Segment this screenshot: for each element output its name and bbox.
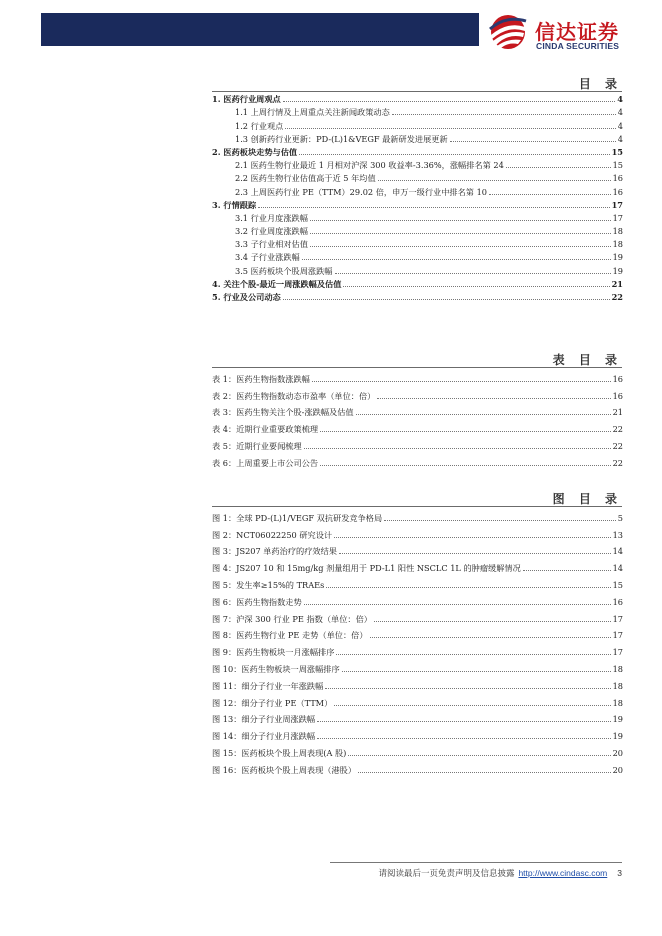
dot-leader: [378, 180, 611, 181]
toc-entry[interactable]: [212, 157, 623, 170]
table-list-entry-page: 22: [612, 457, 623, 468]
dot-leader: [358, 772, 611, 773]
figure-list-entry-label: 图 3：JS207 单药治疗的疗效结果: [212, 546, 337, 557]
toc-entry-label: 3.3 子行业相对估值: [235, 239, 308, 250]
table-list-entry-label: 表 6：上周重要上市公司公告: [212, 457, 319, 468]
dot-leader: [326, 587, 610, 588]
figure-list-entry-label: 图 6：医药生物指数走势: [212, 596, 302, 607]
table-list-entry[interactable]: [212, 401, 623, 418]
dot-leader: [506, 167, 611, 168]
dot-leader: [356, 414, 611, 415]
figure-list-entry-page: 14: [612, 546, 623, 557]
dot-leader: [336, 654, 610, 655]
figure-list-entry-label: 图 1：全球 PD-(L)1/VEGF 双抗研发竞争格局: [212, 512, 383, 523]
dot-leader: [450, 141, 616, 142]
toc-entry[interactable]: [212, 91, 623, 104]
table-list-entry[interactable]: [212, 434, 623, 451]
toc-entry-page: 16: [612, 186, 623, 197]
toc-entry-label: 1.3 创新药行业更新：PD-(L)1&VEGF 最新研发进展更新: [235, 133, 448, 144]
footer-rule: [330, 862, 622, 863]
figure-list-entry-label: 图 8：医药生物行业 PE 走势（单位：倍）: [212, 630, 368, 641]
figure-list-entry[interactable]: [212, 741, 623, 758]
dot-leader: [377, 398, 610, 399]
toc-entry-label: 5. 行业及公司动态: [212, 292, 281, 302]
figure-list-entry-label: 图 10：医药生物板块一周涨幅排序: [212, 663, 340, 674]
figure-list-entry-page: 19: [612, 714, 623, 725]
figure-list-entry-page: 16: [612, 596, 623, 607]
figure-list-entry-page: 17: [612, 630, 623, 641]
table-list-entry[interactable]: [212, 367, 623, 384]
dot-leader: [384, 520, 616, 521]
table-list-entry[interactable]: [212, 451, 623, 468]
table-list-entry-page: 16: [612, 373, 623, 384]
figure-list-entry[interactable]: [212, 607, 623, 624]
figure-list-entry[interactable]: [212, 556, 623, 573]
table-list-entry-label: 表 4：近期行业重要政策梳理: [212, 424, 319, 435]
figure-list-entry-label: 图 12：细分子行业 PE（TTM）: [212, 697, 333, 708]
toc-entry[interactable]: [212, 210, 623, 223]
figure-list-entry[interactable]: [212, 640, 623, 657]
table-list-entry[interactable]: [212, 417, 623, 434]
logo-text-en: CINDA SECURITIES: [536, 41, 620, 51]
dot-leader: [302, 259, 611, 260]
figure-list-entry[interactable]: [212, 506, 623, 523]
figure-list-entry[interactable]: [212, 573, 623, 590]
toc-entry-page: 19: [612, 252, 623, 263]
dot-leader: [320, 431, 611, 432]
toc-entry-label: 3.4 子行业涨跌幅: [235, 252, 300, 263]
dot-leader: [258, 207, 609, 208]
toc-entry-page: 19: [612, 265, 623, 276]
figure-list-entry-label: 图 4：JS207 10 和 15mg/kg 剂量组用于 PD-L1 阳性 NSCLC 1L 的肿瘤缓解情况: [212, 563, 521, 574]
figure-list-entry-label: 图 2：NCT06022250 研究设计: [212, 529, 333, 540]
table-list-entry-page: 22: [612, 424, 623, 435]
dot-leader: [523, 570, 611, 571]
toc-entry-label: 2.3 上周医药行业 PE（TTM）29.02 倍，申万一级行业中排名第 10: [235, 186, 487, 197]
toc-entry[interactable]: [212, 276, 623, 289]
toc-entry-label: 1.2 行业观点: [235, 120, 284, 131]
figure-list-entry[interactable]: [212, 724, 623, 741]
toc-entry-page: 17: [611, 199, 623, 210]
dot-leader: [312, 381, 611, 382]
dot-leader: [374, 621, 611, 622]
toc-entry-label: 4. 关注个股-最近一周涨跌幅及估值: [212, 278, 342, 289]
toc-entry[interactable]: [212, 131, 623, 144]
toc-entry[interactable]: [212, 144, 623, 157]
tables-title: 表 目 录: [552, 353, 622, 367]
toc-entry-label: 3.2 行业周度涨跌幅: [235, 226, 308, 237]
figure-list-entry[interactable]: [212, 624, 623, 641]
toc-entry[interactable]: [212, 223, 623, 236]
figure-list-entry-page: 13: [612, 529, 623, 540]
figure-list-entry-label: 图 15：医药板块个股上周表现(A 股): [212, 747, 347, 758]
toc-entry[interactable]: [212, 117, 623, 130]
table-list-entry-label: 表 3：医药生物关注个股-涨跌幅及估值: [212, 407, 354, 418]
figure-list-entry-label: 图 9：医药生物板块一月涨幅排序: [212, 647, 335, 658]
dot-leader: [325, 688, 610, 689]
figure-list-entry-page: 15: [612, 579, 623, 590]
dot-leader: [304, 448, 611, 449]
toc-entry-page: 4: [617, 133, 623, 144]
dot-leader: [310, 220, 611, 221]
figure-list-entry-label: 图 5：发生率≥15%的 TRAEs: [212, 579, 325, 590]
dot-leader: [489, 194, 611, 195]
table-list-entry-label: 表 5：近期行业要闻梳理: [212, 440, 302, 451]
figure-list-entry[interactable]: [212, 657, 623, 674]
toc-entry-page: 18: [612, 239, 623, 250]
header-band: [41, 13, 479, 46]
dot-leader: [348, 755, 610, 756]
toc-entry[interactable]: [212, 236, 623, 249]
figure-list-entry-page: 5: [617, 512, 623, 523]
figures-title: 图 目 录: [552, 492, 622, 506]
figure-list-entry[interactable]: [212, 691, 623, 708]
dot-leader: [299, 154, 610, 155]
toc-entry-page: 4: [617, 107, 623, 118]
dot-leader: [334, 705, 610, 706]
dot-leader: [339, 553, 611, 554]
figure-list-entry-page: 17: [612, 613, 623, 624]
page-number: 3: [617, 868, 622, 878]
toc-entry-page: 16: [612, 173, 623, 184]
table-list-entry-page: 16: [612, 390, 623, 401]
toc-entry[interactable]: [212, 104, 623, 117]
figure-list-entry[interactable]: [212, 758, 623, 775]
figure-list-entry-page: 18: [612, 697, 623, 708]
figure-list-entry-label: 图 11：细分子行业一年涨跌幅: [212, 680, 324, 691]
figure-list-entry-page: 14: [612, 563, 623, 574]
table-list-entry-label: 表 2：医药生物指数动态市盈率（单位：倍）: [212, 390, 376, 401]
figure-list-entry-page: 20: [612, 747, 623, 758]
dot-leader: [283, 101, 616, 102]
figure-list-entry-label: 图 13：细分子行业周涨跌幅: [212, 714, 316, 725]
toc-entry[interactable]: [212, 249, 623, 262]
toc-entry-page: 17: [612, 212, 623, 223]
toc-entry-label: 1.1 上周行情及上周重点关注新闻政策动态: [235, 107, 390, 118]
toc-entry-page: 15: [611, 146, 623, 157]
figure-list-entry-label: 图 16：医药板块个股上周表现（港股）: [212, 764, 357, 775]
toc-entry[interactable]: [212, 170, 623, 183]
toc-entry-label: 1. 医药行业周观点: [212, 94, 281, 105]
toc-entry-page: 4: [617, 94, 623, 105]
dot-leader: [285, 128, 615, 129]
toc-entry-label: 3. 行情跟踪: [212, 199, 257, 210]
toc-entry-page: 21: [611, 278, 623, 289]
dot-leader: [317, 738, 610, 739]
toc-entry[interactable]: [212, 262, 623, 275]
dot-leader: [304, 604, 611, 605]
figure-list-entry-page: 18: [612, 663, 623, 674]
figure-list-entry[interactable]: [212, 590, 623, 607]
toc-list: [212, 91, 623, 302]
company-logo: [488, 13, 648, 51]
toc-entry-label: 2.2 医药生物行业估值高于近 5 年均值: [235, 173, 376, 184]
dot-leader: [392, 114, 616, 115]
footer-disclaimer: 请阅读最后一页免责声明及信息披露: [378, 869, 515, 879]
cinda-emblem-icon: [488, 13, 528, 51]
toc-entry-label: 3.1 行业月度涨跌幅: [235, 212, 308, 223]
table-list-entry-page: 21: [612, 407, 623, 418]
toc-entry[interactable]: [212, 197, 623, 210]
toc-entry[interactable]: [212, 183, 623, 196]
dot-leader: [334, 537, 610, 538]
footer-url-link[interactable]: http://www.cindasc.com: [518, 868, 608, 878]
toc-entry[interactable]: [212, 289, 623, 302]
toc-entry-page: 22: [611, 292, 623, 302]
dot-leader: [283, 299, 610, 300]
figure-list-entry[interactable]: [212, 523, 623, 540]
toc-title: 目 录: [578, 77, 622, 91]
dot-leader: [320, 465, 611, 466]
figure-list-entry[interactable]: [212, 708, 623, 725]
figure-list-entry-page: 19: [612, 731, 623, 742]
dot-leader: [370, 637, 611, 638]
figure-list-entry-label: 图 7：沪深 300 行业 PE 指数（单位：倍）: [212, 613, 372, 624]
toc-entry-page: 18: [612, 226, 623, 237]
dot-leader: [342, 671, 611, 672]
dot-leader: [317, 721, 610, 722]
figure-list-entry-label: 图 14：细分子行业月涨跌幅: [212, 731, 316, 742]
table-list-entry-label: 表 1：医药生物指数涨跌幅: [212, 373, 310, 384]
dot-leader: [310, 246, 611, 247]
table-list-entry[interactable]: [212, 384, 623, 401]
dot-leader: [343, 286, 609, 287]
page-footer: [378, 867, 622, 879]
figure-list-entry-page: 20: [612, 764, 623, 775]
figure-list-entry[interactable]: [212, 540, 623, 557]
toc-entry-label: 2. 医药板块走势与估值: [212, 146, 298, 157]
toc-entry-page: 4: [617, 120, 623, 131]
logo-text-cn: 信达证券: [535, 20, 619, 44]
tables-list: [212, 367, 623, 468]
dot-leader: [335, 273, 611, 274]
table-list-entry-page: 22: [612, 440, 623, 451]
figures-list: [212, 506, 623, 775]
figure-list-entry[interactable]: [212, 674, 623, 691]
figure-list-entry-page: 17: [612, 647, 623, 658]
toc-entry-label: 2.1 医药生物行业最近 1 月相对沪深 300 收益率-3.36%，涨幅排名第 24: [235, 160, 504, 171]
toc-entry-label: 3.5 医药板块个股周涨跌幅: [235, 265, 333, 276]
toc-entry-page: 15: [612, 160, 623, 171]
dot-leader: [310, 233, 611, 234]
figure-list-entry-page: 18: [612, 680, 623, 691]
